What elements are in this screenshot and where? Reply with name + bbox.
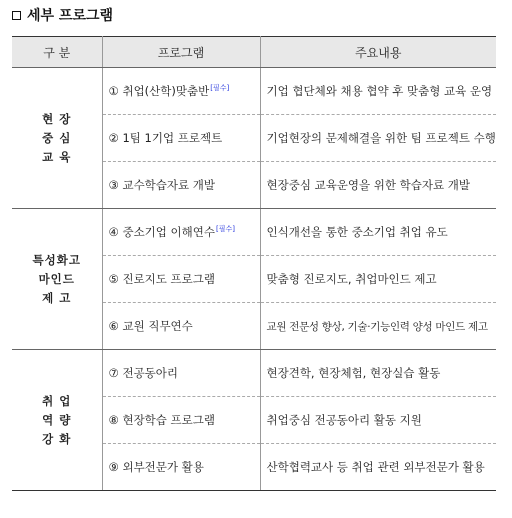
program-cell xyxy=(102,397,260,444)
program-name: ⑦ 전공동아리 xyxy=(108,366,179,380)
group-label-field-education xyxy=(12,68,102,209)
group-label-line: 마인드 xyxy=(38,271,75,286)
section-heading xyxy=(12,5,113,25)
program-name: ③ 교수학습자료 개발 xyxy=(108,178,215,192)
content-cell: 맞춤형 진로지도, 취업마인드 제고 xyxy=(260,256,496,303)
program-name: ④ 중소기업 이해연수 xyxy=(108,225,215,239)
program-cell xyxy=(102,162,260,209)
group-label-line: 현 장 xyxy=(42,111,72,126)
program-cell xyxy=(102,256,260,303)
section-title: 세부 프로그램 xyxy=(27,8,114,24)
table-row xyxy=(12,68,496,115)
checkbox-bullet-icon xyxy=(12,11,21,20)
content-cell: 현장중심 교육운영을 위한 학습자료 개발 xyxy=(260,162,496,209)
table-header-row xyxy=(12,37,496,68)
program-cell xyxy=(102,303,260,350)
content-cell: 기업현장의 문제해결을 위한 팀 프로젝트 수행 xyxy=(260,115,496,162)
content-cell: 기업 협단체와 채용 협약 후 맞춤형 교육 운영 xyxy=(260,68,496,115)
group-label-employability xyxy=(12,350,102,491)
program-cell xyxy=(102,209,260,256)
program-table xyxy=(12,36,496,491)
table-row xyxy=(12,350,496,397)
header-group: 구 분 xyxy=(12,37,102,68)
program-cell xyxy=(102,68,260,115)
group-label-line: 제 고 xyxy=(42,290,72,305)
header-program: 프로그램 xyxy=(102,37,260,68)
required-tag: [필수] xyxy=(216,225,235,234)
program-name: ⑧ 현장학습 프로그램 xyxy=(108,413,215,427)
content-cell: 교원 전문성 향상, 기술·기능인력 양성 마인드 제고 xyxy=(260,303,496,350)
program-name: ⑤ 진로지도 프로그램 xyxy=(108,272,215,286)
content-cell: 산학협력교사 등 취업 관련 외부전문가 활용 xyxy=(260,444,496,491)
program-name: ② 1팀 1기업 프로젝트 xyxy=(108,131,223,145)
group-label-line: 교 육 xyxy=(42,149,72,164)
required-tag: [필수] xyxy=(210,84,230,93)
table-row xyxy=(12,209,496,256)
group-label-line: 강 화 xyxy=(42,431,72,446)
group-label-line: 역 량 xyxy=(42,412,72,427)
program-name: ⑨ 외부전문가 활용 xyxy=(108,460,204,474)
content-cell: 취업중심 전공동아리 활동 지원 xyxy=(260,397,496,444)
program-name: ① 취업(산학)맞춤반 xyxy=(108,84,210,98)
program-cell xyxy=(102,350,260,397)
program-cell xyxy=(102,444,260,491)
program-name: ⑥ 교원 직무연수 xyxy=(108,319,193,333)
group-label-mindset xyxy=(12,209,102,350)
program-cell xyxy=(102,115,260,162)
content-cell: 인식개선을 통한 중소기업 취업 유도 xyxy=(260,209,496,256)
content-cell: 현장견학, 현장체험, 현장실습 활동 xyxy=(260,350,496,397)
group-label-line: 중 심 xyxy=(42,130,72,145)
group-label-line: 특성화고 xyxy=(32,252,81,267)
group-label-line: 취 업 xyxy=(42,393,72,408)
header-content: 주요내용 xyxy=(260,37,496,68)
